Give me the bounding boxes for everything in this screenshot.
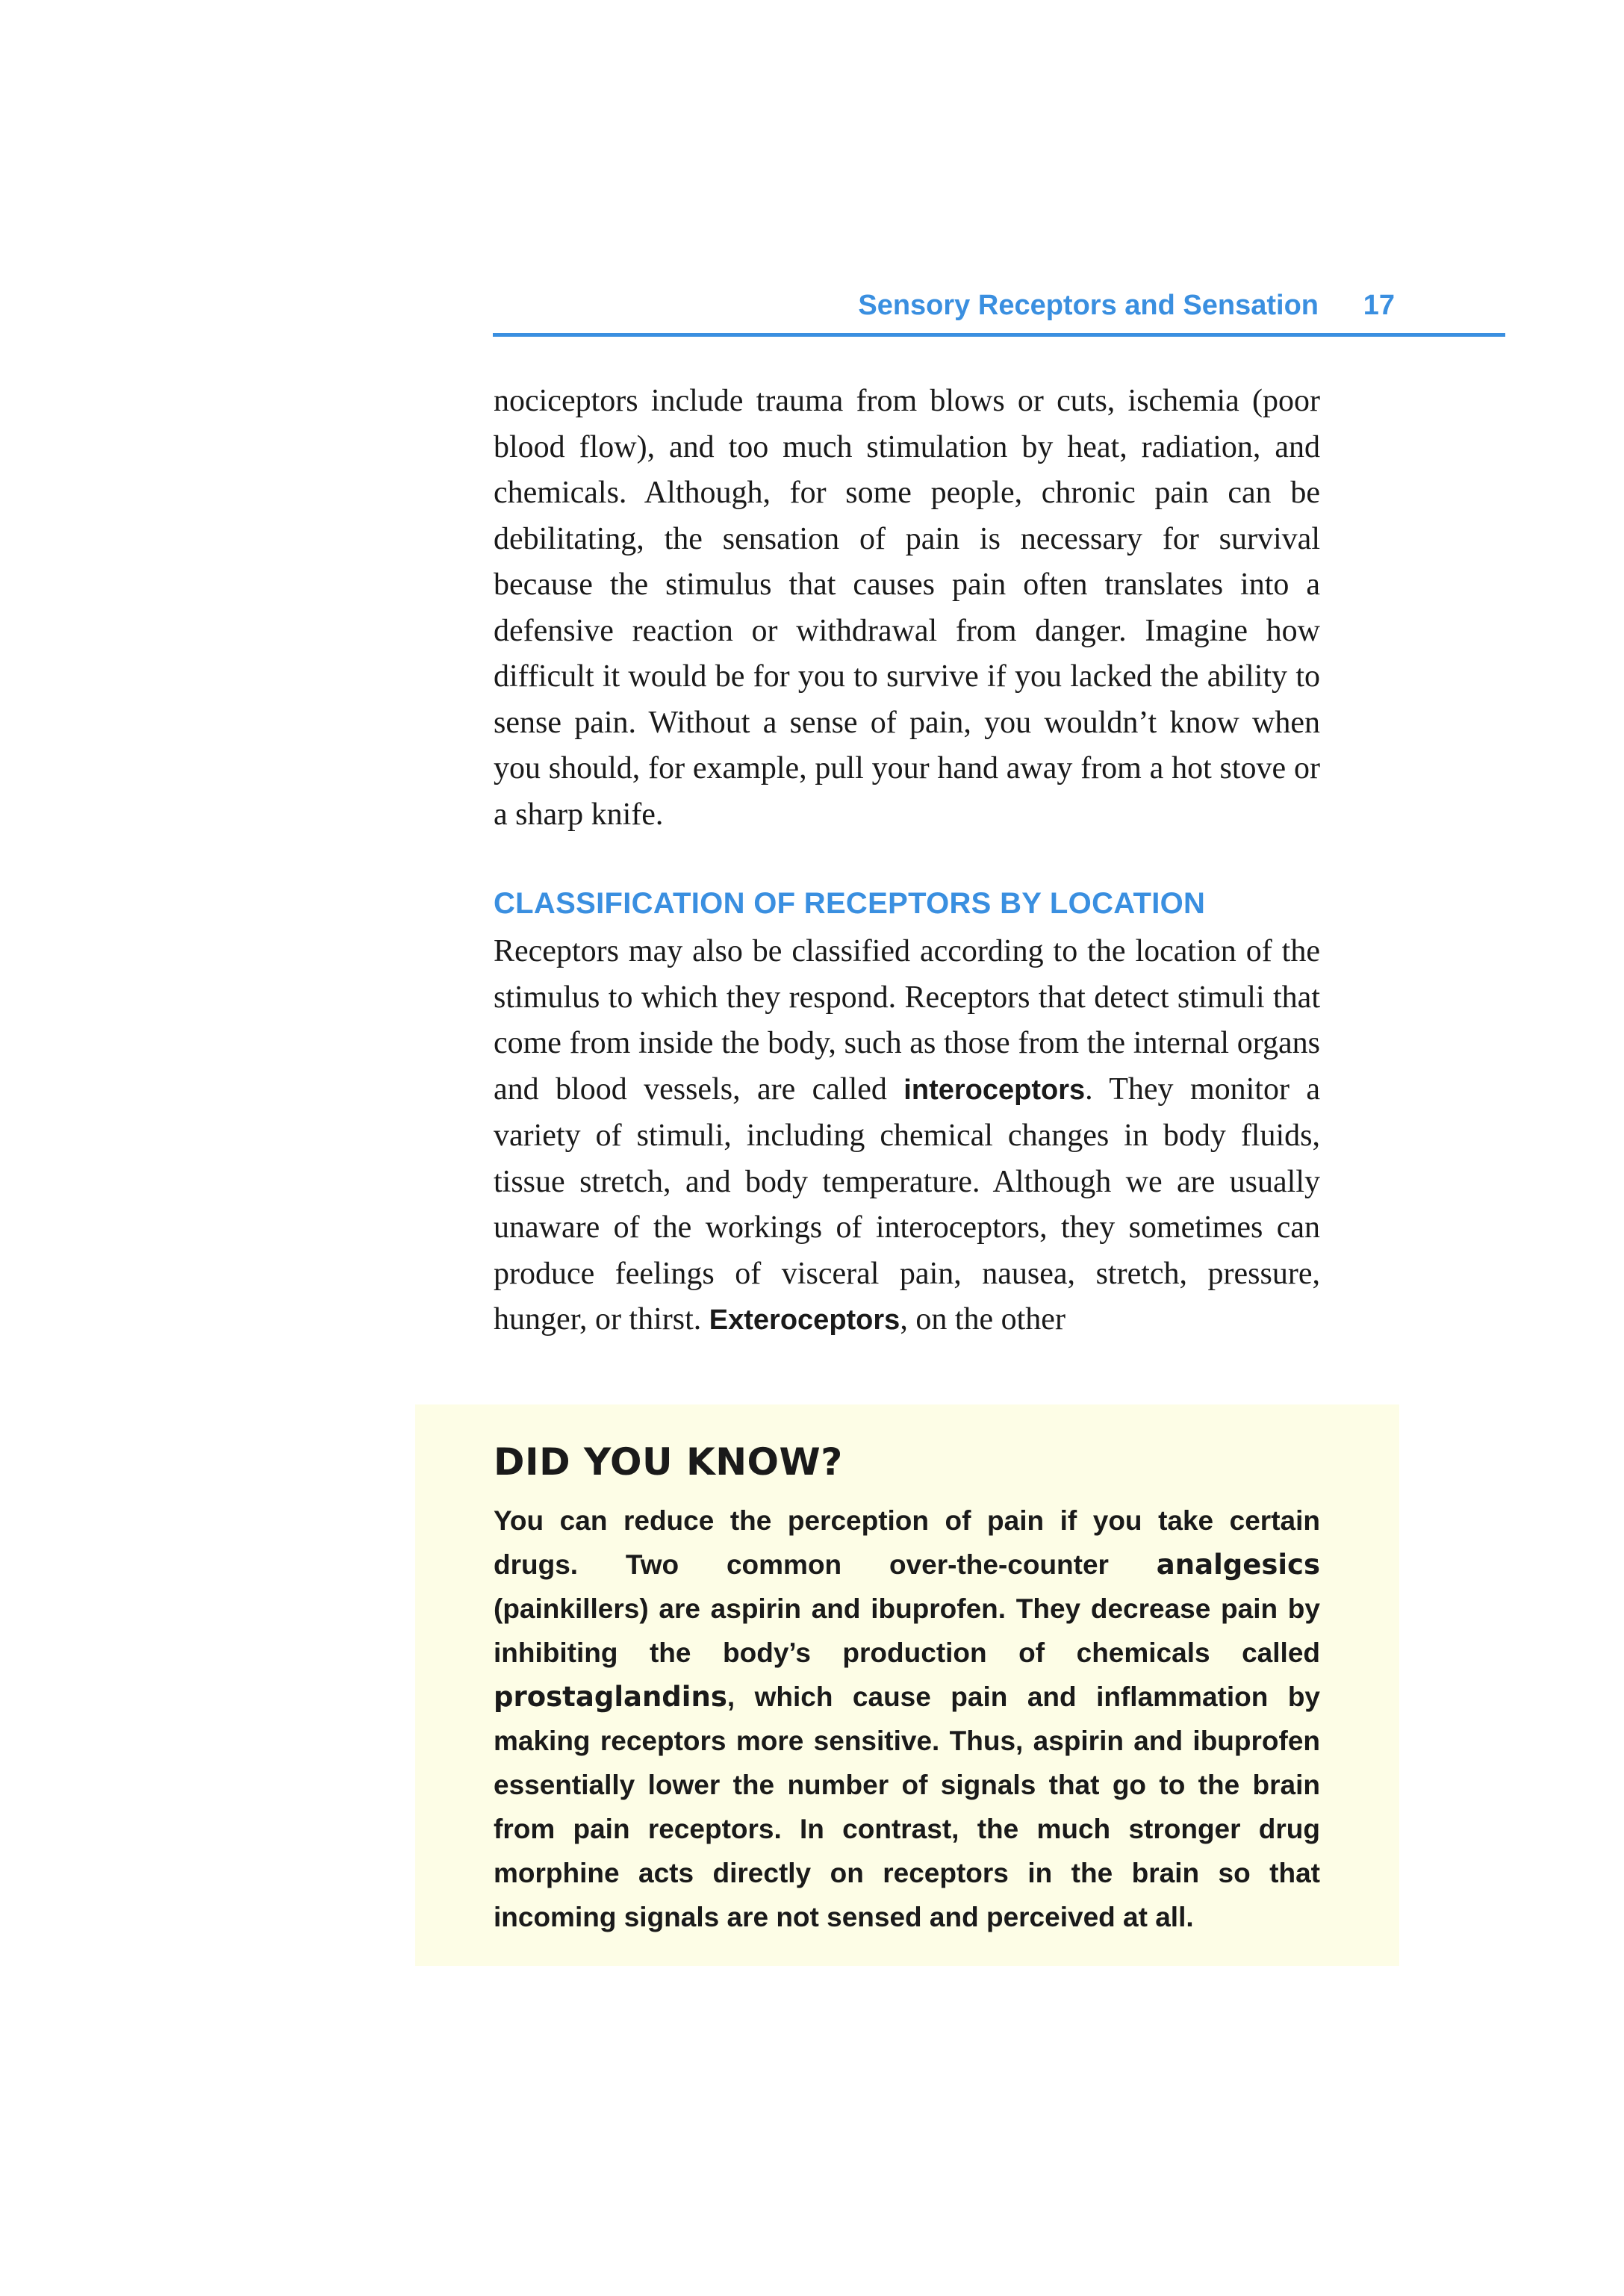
key-term-exteroceptors: Exteroceptors — [709, 1304, 900, 1336]
paragraph-text: Receptors may also be classified according to the location of the stimulus to which they respond. Receptors that detect stimuli that come from inside the body, such as those from the internal organs and blood vessels, are called — [494, 934, 1320, 1107]
body-paragraph: nociceptors include trauma from blows or cuts, ischemia (poor blood flow), and too much stimulation by heat, radiation, and chemicals. Although, for some people, chronic pain can be debilitating, the sensation of pain is necessary for survival because the stimulus that causes pain often translates into a defensive reaction or withdrawal from danger. Imagine how difficult it would be for you to survive if you lacked the ability to sense pain. Without a sense of pain, you wouldn’t know when you should, for example, pull your hand away from a hot stove or a sharp knife. — [494, 384, 1320, 832]
running-title: Sensory Receptors and Sensation — [858, 290, 1319, 321]
page-number: 17 — [1363, 290, 1395, 321]
paragraph-text: , on the other — [900, 1302, 1065, 1337]
sidebar-text: , which cause pain and inflammation by making receptors more sensitive. Thus, aspirin and ibuprofen essentially lower the number of signals that go to the brain from pain receptors. In contrast, the much stronger drug morphine acts directly on receptors in the brain so that incoming signals are not sensed and perceived at all. — [494, 1681, 1320, 1932]
did-you-know-sidebar — [415, 1404, 1399, 1966]
key-term-prostaglandins: prostaglandins — [494, 1681, 727, 1713]
sidebar-text: You can reduce the perception of pain if you take certain drugs. Two common over-the-counter — [494, 1505, 1320, 1580]
key-term-interoceptors: interoceptors — [903, 1074, 1086, 1106]
running-header — [493, 288, 1505, 337]
sidebar-title: DID YOU KNOW? — [494, 1440, 843, 1484]
key-term-analgesics: analgesics — [1156, 1549, 1320, 1581]
paragraph-text: . They monitor a variety of stimuli, including chemical changes in body fluids, tissue stretch, and body temperature. Although we are usually unaware of the workings of interoceptors, they sometimes can produce feelings of visceral pain, nausea, stretch, pressure, hunger, or thirst. — [494, 1071, 1320, 1337]
sidebar-text: (painkillers) are aspirin and ibuprofen. They decrease pain by inhibiting the body’s production of chemicals called — [494, 1593, 1320, 1668]
sidebar-body — [494, 1499, 1320, 1939]
body-paragraph-classification — [494, 929, 1320, 1344]
section-heading: CLASSIFICATION OF RECEPTORS BY LOCATION — [494, 887, 1206, 920]
